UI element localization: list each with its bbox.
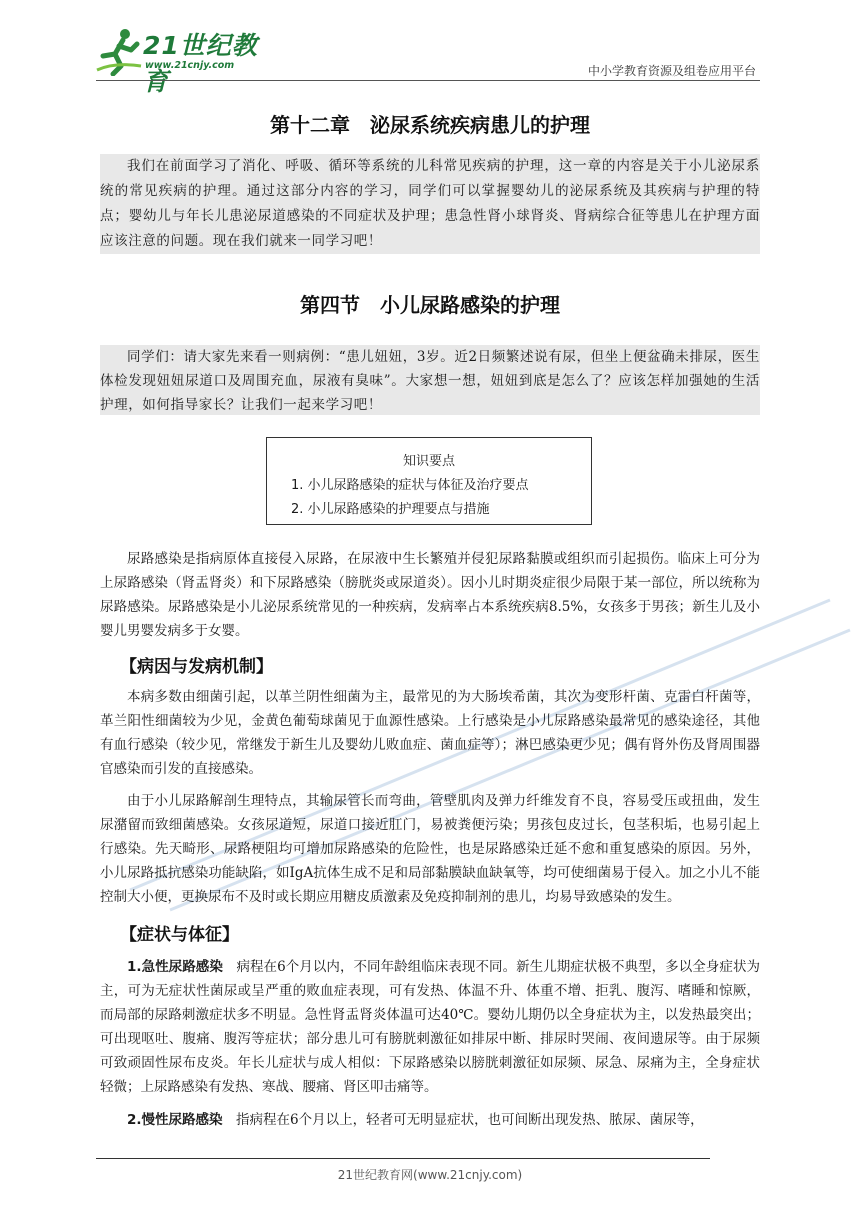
etiology-paragraph-2: 由于小儿尿路解剖生理特点，其输尿管长而弯曲，管壁肌肉及弹力纤维发育不良，容易受压或扭曲，发生尿潴留而致细菌感染。女孩尿道短，尿道口接近肛门，易被粪便污染；男孩包皮过长，包茎积垢，也易引起上行感染。先天畸形、尿路梗阻均可增加尿路感染的危险性，也是尿路感染迁延不愈和重复感染的原因。另外，小儿尿路抵抗感染功能缺陷，如IgA抗体生成不足和局部黏膜缺血缺氧等，均可使细菌易于侵入。加之小儿不能控制大小便，更换尿布不及时或长期应用糖皮质激素及免疫抑制剂的患儿，均易导致感染的发生。 — [100, 793, 760, 905]
page-header — [0, 0, 860, 96]
symptoms-heading: 【症状与体征】 — [120, 925, 239, 945]
acute-text: 病程在6个月以内，不同年龄组临床表现不同。新生儿期症状极不典型，多以全身症状为主，可为无症状性菌尿或呈严重的败血症表现，可有发热、体温不升、体重不增、拒乳、腹泻、嗜睡和惊厥，而局部的尿路刺激症状多不明显。急性肾盂肾炎体温可达40℃。婴幼儿期仍以全身症状为主，以发热最突出；可出现呕吐、腹痛、腹泻等症状；部分患儿可有膀胱刺激征如排尿中断、排尿时哭闹、夜间遗尿等。由于尿频可致顽固性尿布皮炎。年长儿症状与成人相似：下尿路感染以膀胱刺激征如尿频、尿急、尿痛为主，全身症状轻微；上尿路感染有发热、寒战、腰痛、肾区叩击痛等。 — [100, 959, 760, 1095]
footer-divider — [96, 1158, 710, 1159]
logo-text: 21世纪教育 — [143, 31, 258, 96]
key-points-title: 知识要点 — [402, 454, 455, 469]
section-title: 第四节 小儿尿路感染的护理 — [300, 293, 560, 317]
case-text: 同学们：请大家先来看一则病例：“患儿妞妞，3岁。近2日频繁述说有尿，但坐上便盆确未排尿，医生体检发现妞妞尿道口及周围充血，尿液有臭味”。大家想一想，妞妞到底是怎么了？应该怎样加强她的生活护理，如何指导家长？让我们一起来学习吧！ — [100, 349, 760, 413]
platform-name: 中小学教育资源及组卷应用平台 — [587, 64, 756, 78]
page-footer: 21世纪教育网(www.21cnjy.com) — [337, 1168, 523, 1182]
etiology-heading: 【病因与发病机制】 — [120, 657, 273, 677]
key-point-item: 2. 小儿尿路感染的护理要点与措施 — [291, 502, 490, 517]
logo-url: www.21cnjy.com — [145, 60, 235, 71]
site-logo[interactable] — [95, 22, 265, 96]
intro-block — [100, 154, 760, 254]
chronic-lead: 2.慢性尿路感染 — [127, 1112, 223, 1128]
etiology-paragraph-1: 本病多数由细菌引起，以革兰阴性细菌为主，最常见的为大肠埃希菌，其次为变形杆菌、克雷白杆菌等，革兰阳性细菌较为少见，金黄色葡萄球菌见于血源性感染。上行感染是小儿尿路感染最常见的感染途径，其他有血行感染（较少见，常继发于新生儿及婴幼儿败血症、菌血症等）；淋巴感染更少见；偶有肾外伤及肾周围器官感染而引发的直接感染。 — [100, 689, 760, 777]
intro-text: 我们在前面学习了消化、呼吸、循环等系统的儿科常见疾病的护理，这一章的内容是关于小儿泌尿系统的常见疾病的护理。通过这部分内容的学习，同学们可以掌握婴幼儿的泌尿系统及其疾病与护理的特点；婴幼儿与年长儿患泌尿道感染的不同症状及护理；患急性肾小球肾炎、肾病综合征等患儿在护理方面应该注意的问题。现在我们就来一同学习吧！ — [100, 158, 760, 249]
key-points-box — [266, 437, 592, 525]
key-point-item: 1. 小儿尿路感染的症状与体征及治疗要点 — [291, 478, 529, 493]
chronic-text: 指病程在6个月以上，轻者可无明显症状，也可间断出现发热、脓尿、菌尿等， — [222, 1112, 704, 1128]
acute-lead: 1.急性尿路感染 — [127, 959, 223, 975]
acute-paragraph — [100, 955, 760, 1099]
runner-logo-icon — [95, 26, 145, 76]
chapter-title: 第十二章 泌尿系统疾病患儿的护理 — [270, 113, 590, 137]
case-block — [100, 345, 760, 415]
chronic-paragraph — [100, 1108, 760, 1132]
definition-paragraph: 尿路感染是指病原体直接侵入尿路，在尿液中生长繁殖并侵犯尿路黏膜或组织而引起损伤。临床上可分为上尿路感染（肾盂肾炎）和下尿路感染（膀胱炎或尿道炎）。因小儿时期炎症很少局限于某一部位，所以统称为尿路感染。尿路感染是小儿泌尿系统常见的一种疾病，发病率占本系统疾病8.5%，女孩多于男孩；新生儿及小婴儿男婴发病多于女婴。 — [100, 551, 760, 639]
header-divider — [96, 80, 760, 81]
